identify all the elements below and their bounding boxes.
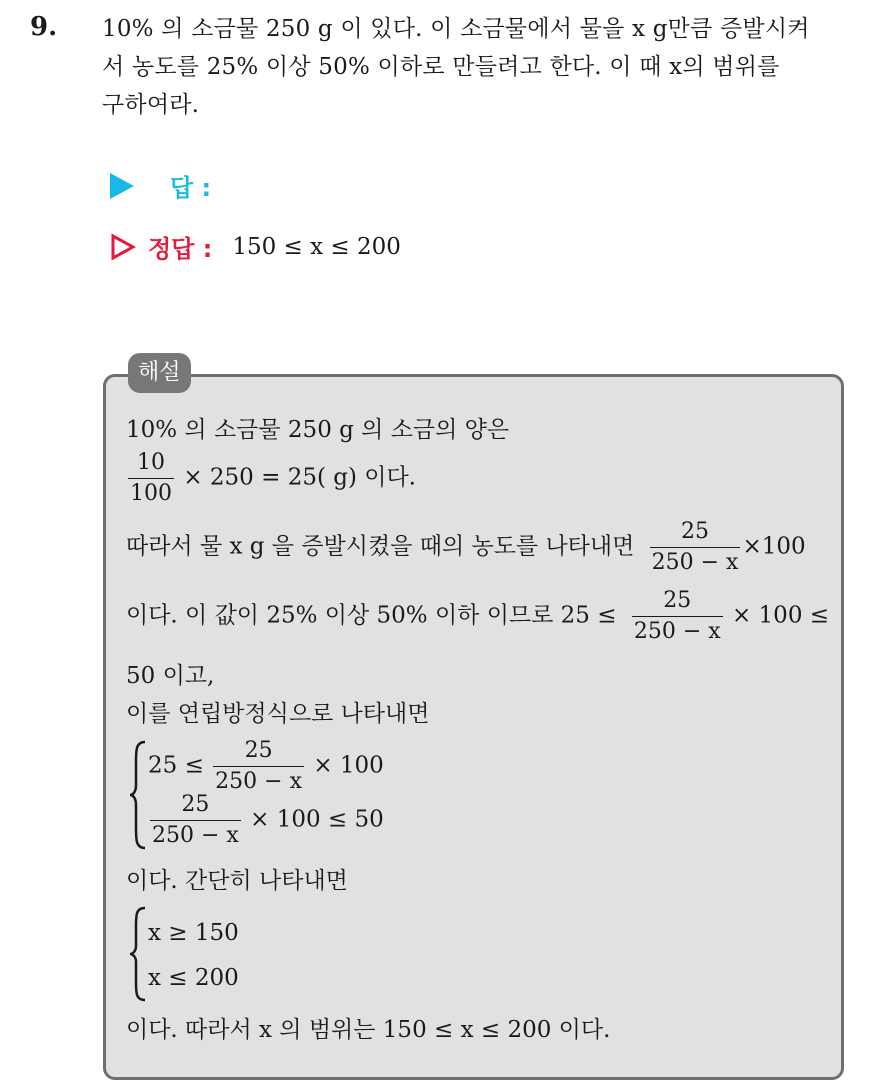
correct-answer-row (110, 229, 401, 264)
fraction (632, 590, 723, 643)
answer-row (110, 168, 211, 203)
solution-line-2 (126, 452, 416, 505)
system-1-eq1-suffix: × 100 (313, 752, 384, 779)
system-1-eq1-prefix: 25 ≤ (148, 752, 204, 779)
system-2-inequality-1: x ≥ 150 (148, 920, 239, 946)
solution-line-3-text: 따라서 물 x g 을 증발시켰을 때의 농도를 나타내면 (126, 533, 635, 560)
solution-line-3-rest: ×100 (742, 533, 806, 560)
system-2-inequality-2: x ≤ 200 (148, 965, 239, 991)
question-text-line-1: 10% 의 소금물 250 g 이 있다. 이 소금물에서 물을 x g만큼 증발시켜 (102, 16, 810, 42)
question-number: 9. (30, 12, 58, 42)
fraction-numerator: 25 (181, 792, 210, 817)
fraction-denominator: 250 − x (213, 766, 304, 793)
fraction-numerator: 25 (663, 588, 692, 613)
solution-line-3 (126, 521, 806, 574)
question-text-line-3: 구하여라. (102, 92, 200, 118)
correct-answer-value: 150 ≤ x ≤ 200 (232, 233, 401, 260)
question-text-line-2: 서 농도를 25% 이상 50% 이하로 만들려고 한다. 이 때 x의 범위를 (102, 54, 780, 80)
solution-line-4 (126, 590, 829, 643)
outline-triangle-icon (110, 233, 136, 261)
system-1-equation-1 (148, 740, 384, 793)
solution-tag: 해설 (128, 353, 191, 393)
left-brace-icon (128, 906, 148, 1002)
system-1-equation-2 (148, 794, 384, 847)
fraction-numerator: 25 (244, 738, 273, 763)
solution-line-8: 이다. 따라서 x 의 범위는 150 ≤ x ≤ 200 이다. (126, 1017, 611, 1043)
solution-line-7: 이다. 간단히 나타내면 (126, 868, 348, 894)
solution-line-5: 50 이고, (126, 663, 215, 689)
left-brace-icon (128, 740, 148, 850)
fraction-numerator: 10 (137, 450, 165, 475)
play-triangle-icon (110, 173, 134, 199)
fraction (213, 740, 304, 793)
fraction-numerator: 25 (681, 519, 710, 544)
answer-label: 답 : (170, 174, 212, 202)
fraction (650, 521, 741, 574)
fraction-denominator: 250 − x (150, 820, 241, 847)
solution-line-2-rest: × 250 = 25( g) 이다. (183, 464, 416, 491)
solution-line-6: 이를 연립방정식으로 나타내면 (126, 701, 430, 727)
solution-line-4-text: 이다. 이 값이 25% 이상 50% 이하 이므로 25 ≤ (126, 602, 617, 629)
fraction (128, 452, 174, 505)
fraction (150, 794, 241, 847)
correct-answer-label: 정답 : (148, 235, 213, 263)
fraction-denominator: 250 − x (650, 547, 741, 574)
fraction-denominator: 100 (128, 478, 174, 505)
system-1-eq2-suffix: × 100 ≤ 50 (250, 806, 384, 833)
solution-line-4-rest: × 100 ≤ (731, 602, 830, 629)
solution-line-1: 10% 의 소금물 250 g 의 소금의 양은 (126, 417, 510, 443)
fraction-denominator: 250 − x (632, 616, 723, 643)
